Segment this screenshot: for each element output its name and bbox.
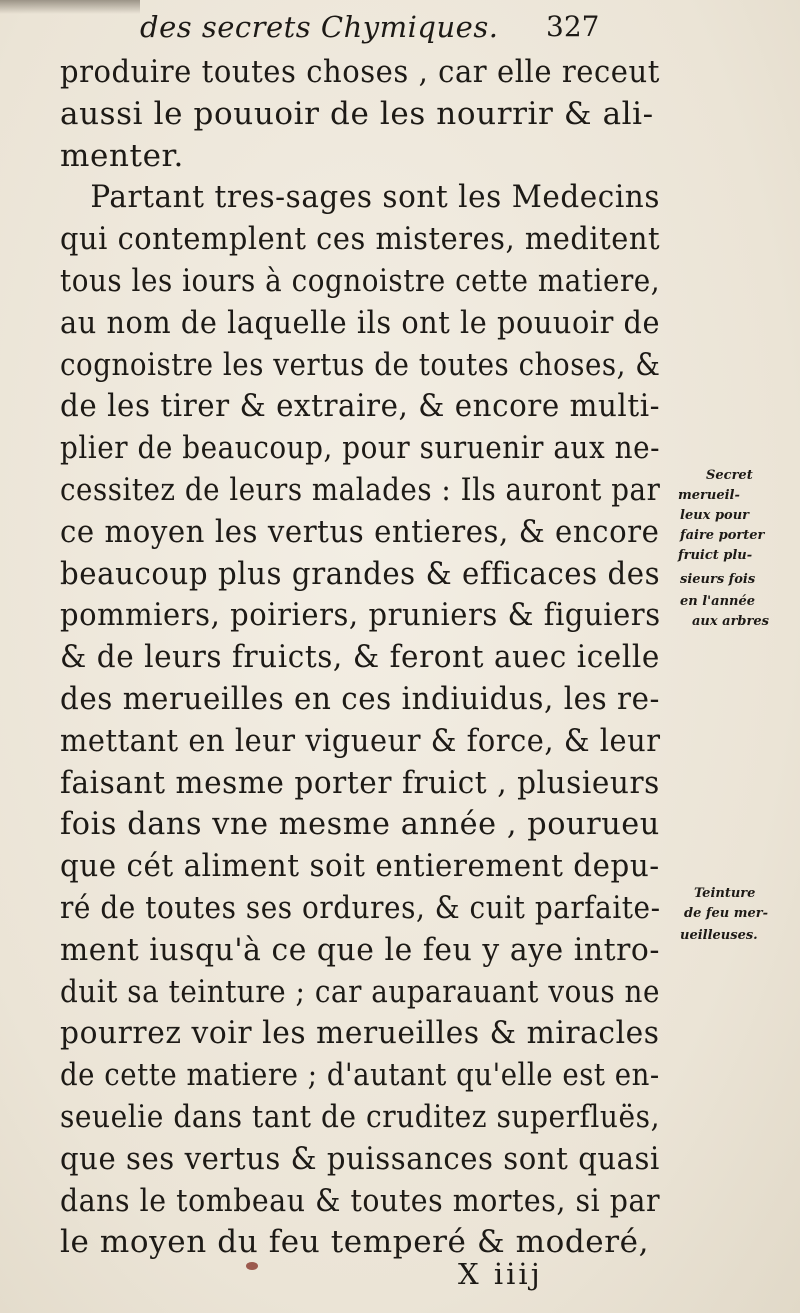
text-line: fois dans vne mesme année , pourueu	[60, 806, 660, 843]
text-line: seuelie dans tant de cruditez superfluës,	[60, 1098, 661, 1135]
text-line: & de leurs fruicts, & feront auec icelle	[60, 639, 660, 676]
text-line: que cét aliment soit entierement depu-	[60, 848, 660, 885]
margin-note: leux pour	[680, 508, 749, 523]
text-line: faisant mesme porter fruict , plusieurs	[60, 764, 660, 801]
margin-note: Secret	[706, 468, 753, 483]
text-line: menter.	[60, 137, 184, 174]
margin-note: de feu mer-	[684, 906, 768, 921]
text-line: mettant en leur vigueur & force, & leur	[60, 722, 661, 759]
margin-note: ueilleuses.	[680, 928, 758, 943]
running-title: des secrets Chymiques.	[140, 10, 499, 44]
margin-note: merueil-	[678, 488, 740, 503]
text-line: de cette matiere ; d'autant qu'elle est en-	[60, 1057, 660, 1094]
text-line: pommiers, poiriers, pruniers & figuiers	[60, 597, 661, 634]
text-line: aussi le pouuoir de les nourrir & ali-	[60, 95, 654, 132]
margin-note: Teinture	[694, 886, 756, 901]
text-line: ré de toutes ses ordures, & cuit parfaite-	[60, 889, 661, 926]
text-line: duit sa teinture ; car auparauant vous ne	[60, 973, 660, 1010]
text-line: ment iusqu'à ce que le feu y aye intro-	[60, 931, 661, 968]
text-line: le moyen du feu temperé & moderé,	[60, 1224, 650, 1261]
text-line: ce moyen les vertus entieres, & encore	[60, 513, 660, 550]
text-line: Partant tres-sages sont les Medecins	[90, 179, 660, 216]
text-line: tous les iours à cognoistre cette matiere,	[60, 262, 661, 299]
margin-note: fruict plu-	[678, 548, 753, 563]
ink-spot	[246, 1262, 258, 1270]
margin-note: faire porter	[680, 528, 765, 543]
page-number: 327	[546, 10, 600, 43]
margin-note: en l'année	[680, 594, 756, 609]
text-line: cognoistre les vertus de toutes choses, &	[60, 346, 661, 383]
text-line: au nom de laquelle ils ont le pouuoir de	[60, 304, 661, 341]
margin-note: aux arbres	[692, 614, 769, 629]
page-edge-shadow	[0, 0, 140, 14]
text-line: plier de beaucoup, pour suruenir aux ne-	[60, 430, 661, 467]
margin-note: sieurs fois	[680, 572, 756, 587]
signature-mark: X iiij	[458, 1257, 543, 1291]
text-line: beaucoup plus grandes & efficaces des	[60, 555, 661, 592]
text-line: de les tirer & extraire, & encore multi-	[60, 388, 661, 425]
text-line: qui contemplent ces misteres, meditent	[60, 221, 661, 258]
text-line: des merueilles en ces indiuidus, les re-	[60, 680, 661, 717]
body-text	[60, 52, 661, 1264]
text-line: pourrez voir les merueilles & miracles	[60, 1015, 660, 1052]
text-line: cessitez de leurs malades : Ils auront par	[60, 471, 661, 508]
text-line: dans le tombeau & toutes mortes, si par	[60, 1182, 661, 1219]
text-line: produire toutes choses , car elle receut	[60, 54, 660, 90]
text-line: que ses vertus & puissances sont quasi	[60, 1140, 660, 1177]
